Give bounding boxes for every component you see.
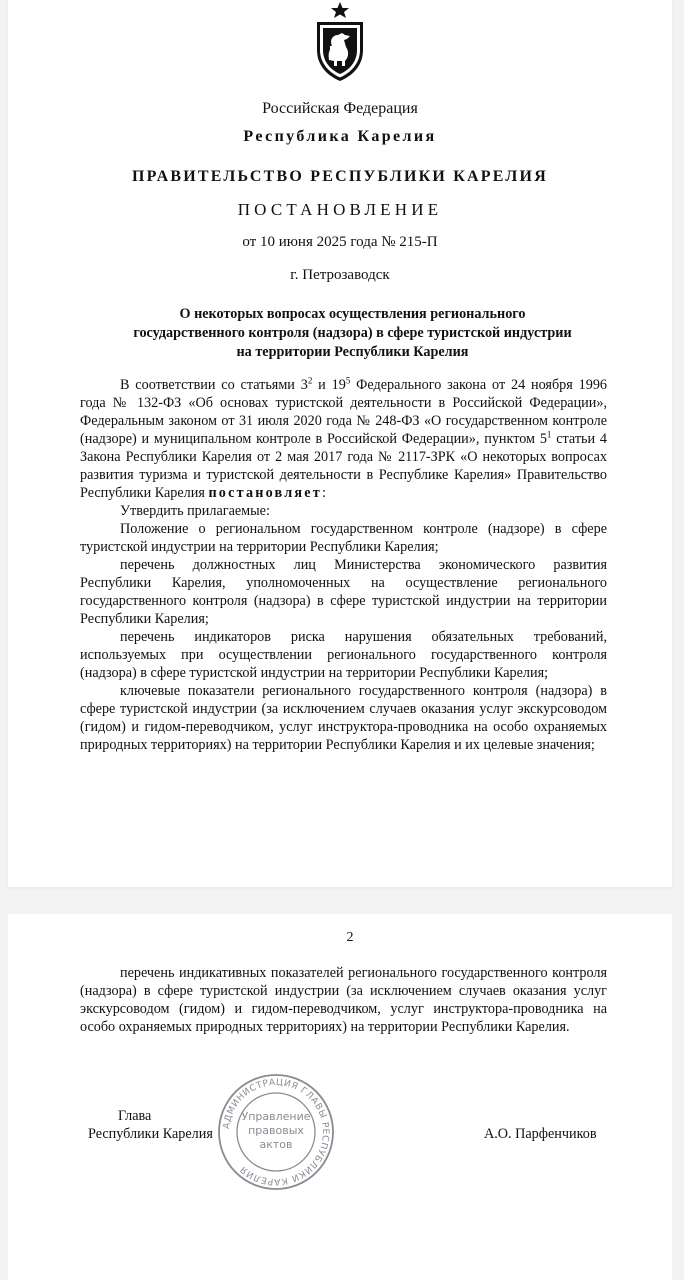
superscript: 1 xyxy=(546,429,552,440)
preamble-text: : xyxy=(321,485,326,501)
list-item: перечень индикативных показателей регионального государственного контроля (надзора) в сфере туристской индустрии (за исключением случаев оказания услуг экскурсоводом (гидом) и гидом-переводчиком, услуг инструктора-проводника на особо охраняемых природных территориях) на территории Республики Карелия. xyxy=(80,965,607,1035)
decree-word: постановляет xyxy=(208,485,322,501)
list-item: Утвердить прилагаемые: xyxy=(120,503,270,519)
official-stamp xyxy=(216,1072,336,1192)
preamble-text: В соответствии со статьями 3 xyxy=(120,377,308,393)
preamble-paragraph xyxy=(80,376,607,502)
superscript: 2 xyxy=(307,375,313,386)
preamble-text: статьи 4 Закона Республики Карелия от 2 мая 2017 года № 2117-ЗРК «О некоторых вопросах развития туризма и туристской деятельности в Республике Карелия» Правительство Республики Карелия xyxy=(80,431,607,501)
preamble-text: и 19 xyxy=(312,377,346,393)
government-name: ПРАВИТЕЛЬСТВО РЕСПУБЛИКИ КАРЕЛИЯ xyxy=(132,168,548,185)
list-item: перечень должностных лиц Министерства экономического развития Республики Карелия, уполномоченных на осуществление регионального государственного контроля (надзора) в сфере туристской индустрии на территории Республики Карелия; xyxy=(80,557,607,627)
country-name: Российская Федерация xyxy=(262,100,418,117)
title-line: на территории Республики Карелия xyxy=(236,344,469,360)
superscript: 5 xyxy=(345,375,351,386)
signatory-title: Глава xyxy=(118,1108,152,1124)
document-date-number: от 10 июня 2025 года № 215-П xyxy=(242,234,438,250)
document-title xyxy=(90,305,615,362)
title-line: О некоторых вопросах осуществления регионального xyxy=(179,306,526,322)
signatory-title: Республики Карелия xyxy=(88,1126,213,1142)
preamble-text: Федерального закона от 24 ноября 1996 года № 132-ФЗ «Об основах туристской деятельности в Российской Федерации», Федеральным законом от 31 июля 2020 года № 248-ФЗ «О государственном контроле (надзоре) и муниципальном контроле в Российской Федерации», пунктом 5 xyxy=(80,377,608,447)
list-item: перечень индикаторов риска нарушения обязательных требований, используемых при осуществлении регионального государственного контроля (надзора) в сфере туристской индустрии на территории Республики Карелия; xyxy=(80,629,607,681)
document-type: ПОСТАНОВЛЕНИЕ xyxy=(237,200,443,219)
stamp-text: правовых xyxy=(248,1124,304,1137)
stamp-text: Управление xyxy=(241,1110,311,1123)
page-number: 2 xyxy=(346,930,354,945)
stamp-text: актов xyxy=(259,1138,293,1151)
karelia-coat-of-arms-icon xyxy=(309,2,371,82)
document-body-continued xyxy=(80,964,607,1036)
stamp-ring-text: АДМИНИСТРАЦИЯ ГЛАВЫ РЕСПУБЛИКИ КАРЕЛИЯ xyxy=(222,1077,331,1187)
document-body xyxy=(80,376,607,754)
republic-name: Республика Карелия xyxy=(243,128,437,145)
list-item: Положение о региональном государственном контроле (надзоре) в сфере туристской индустрии на территории Республики Карелия; xyxy=(80,521,607,555)
document-city: г. Петрозаводск xyxy=(290,267,390,283)
list-item: ключевые показатели регионального государственного контроля (надзора) в сфере туристской индустрии (за исключением случаев оказания услуг экскурсоводом (гидом) и гидом-переводчиком, услуг инструктора-проводника на особо охраняемых природных территориях) на территории Республики Карелия и их целевые значения; xyxy=(80,683,607,753)
signatory-name: А.О. Парфенчиков xyxy=(484,1126,597,1142)
title-line: государственного контроля (надзора) в сфере туристской индустрии xyxy=(133,325,572,341)
